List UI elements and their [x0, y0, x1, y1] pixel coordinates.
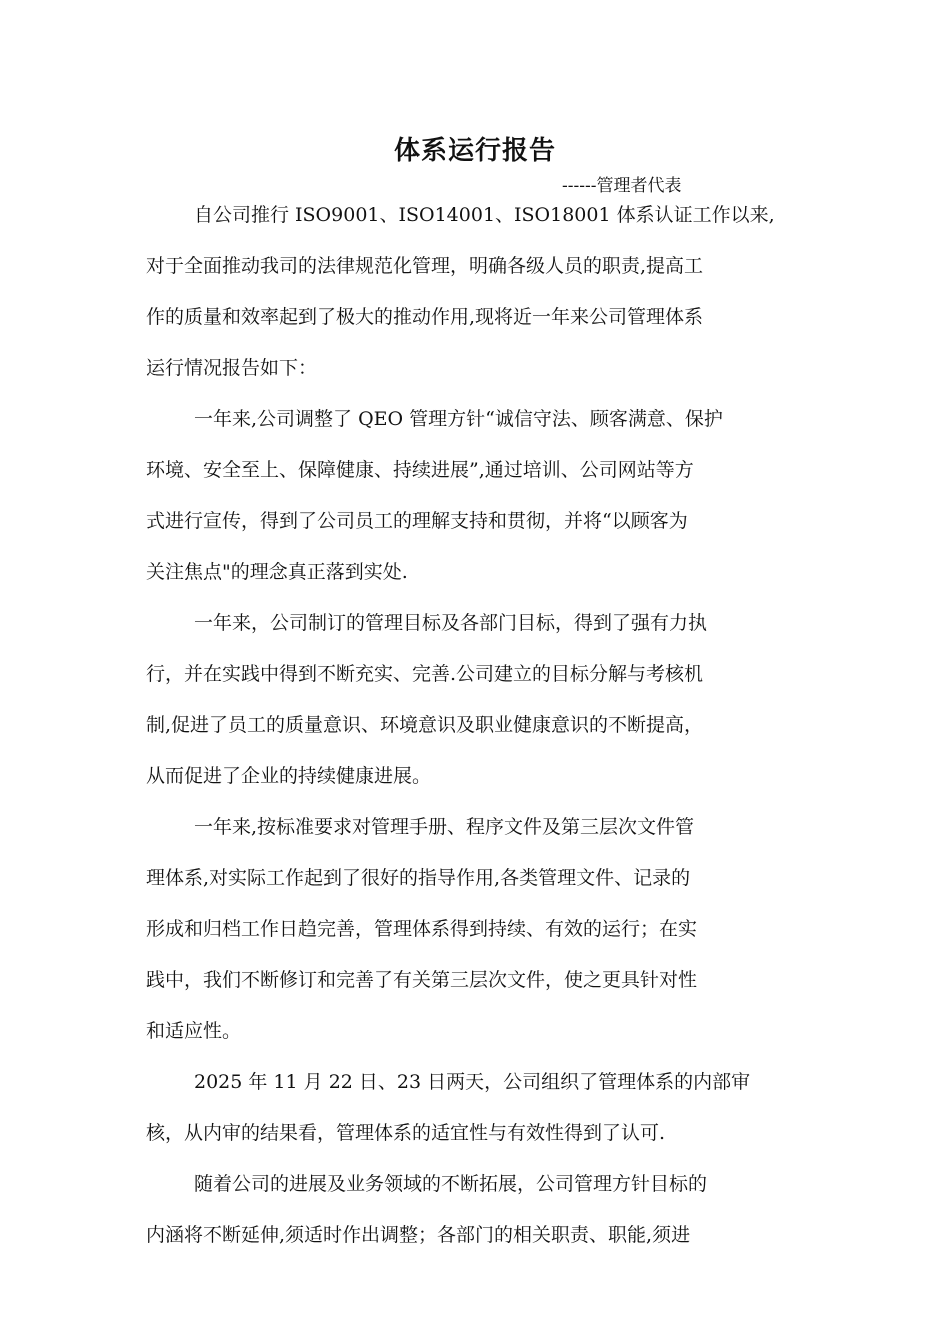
paragraph-line: 一年来，公司制订的管理目标及各部门目标，得到了强有力执: [194, 612, 708, 634]
paragraph-line: 随着公司的进展及业务领域的不断拓展，公司管理方针目标的: [194, 1173, 708, 1195]
paragraph: [146, 808, 806, 1063]
paragraph-line: 内涵将不断延伸,须适时作出调整；各部门的相关职责、职能,须进: [146, 1224, 691, 1246]
paragraph-line: 2025 年 11 月 22 日、23 日两天，公司组织了管理体系的内部审: [194, 1071, 751, 1093]
paragraph-line: 形成和归档工作日趋完善，管理体系得到持续、有效的运行；在实: [146, 918, 698, 940]
paragraph-line: 理体系,对实际工作起到了很好的指导作用,各类管理文件、记录的: [146, 867, 691, 889]
paragraph-line: 运行情况报告如下：: [146, 357, 318, 379]
paragraph-line: 自公司推行 ISO9001、ISO14001、ISO18001 体系认证工作以来,: [194, 204, 775, 226]
paragraph-line: 从而促进了企业的持续健康进展。: [146, 765, 432, 787]
document-title: 体系运行报告: [393, 136, 556, 166]
paragraph-line: 制,促进了员工的质量意识、环境意识及职业健康意识的不断提高，: [146, 714, 704, 736]
paragraph-line: 和适应性。: [146, 1020, 242, 1042]
paragraph-line: 环境、安全至上、保障健康、持续进展”,通过培训、公司网站等方: [146, 459, 694, 481]
signature-line: ------管理者代表: [562, 176, 682, 196]
paragraph-line: 践中，我们不断修订和完善了有关第三层次文件，使之更具针对性: [146, 969, 698, 991]
paragraph: [146, 1165, 806, 1267]
paragraph-line: 一年来,公司调整了 QEO 管理方针“诚信守法、顾客满意、保护: [194, 408, 723, 430]
paragraph: [146, 604, 806, 808]
document-body: [146, 196, 806, 1267]
paragraph: [146, 1063, 806, 1165]
paragraph-line: 式进行宣传，得到了公司员工的理解支持和贯彻，并将“以顾客为: [146, 510, 688, 532]
paragraph: [146, 400, 806, 604]
paragraph-line: 行，并在实践中得到不断充实、完善.公司建立的目标分解与考核机: [146, 663, 704, 685]
paragraph-line: 关注焦点"的理念真正落到实处.: [146, 561, 408, 583]
paragraph: [146, 196, 806, 400]
paragraph-line: 一年来,按标准要求对管理手册、程序文件及第三层次文件管: [194, 816, 695, 838]
paragraph-line: 作的质量和效率起到了极大的推动作用,现将近一年来公司管理体系: [146, 306, 704, 328]
paragraph-line: 核，从内审的结果看，管理体系的适宜性与有效性得到了认可.: [146, 1122, 666, 1144]
paragraph-line: 对于全面推动我司的法律规范化管理，明确各级人员的职责,提高工: [146, 255, 704, 277]
